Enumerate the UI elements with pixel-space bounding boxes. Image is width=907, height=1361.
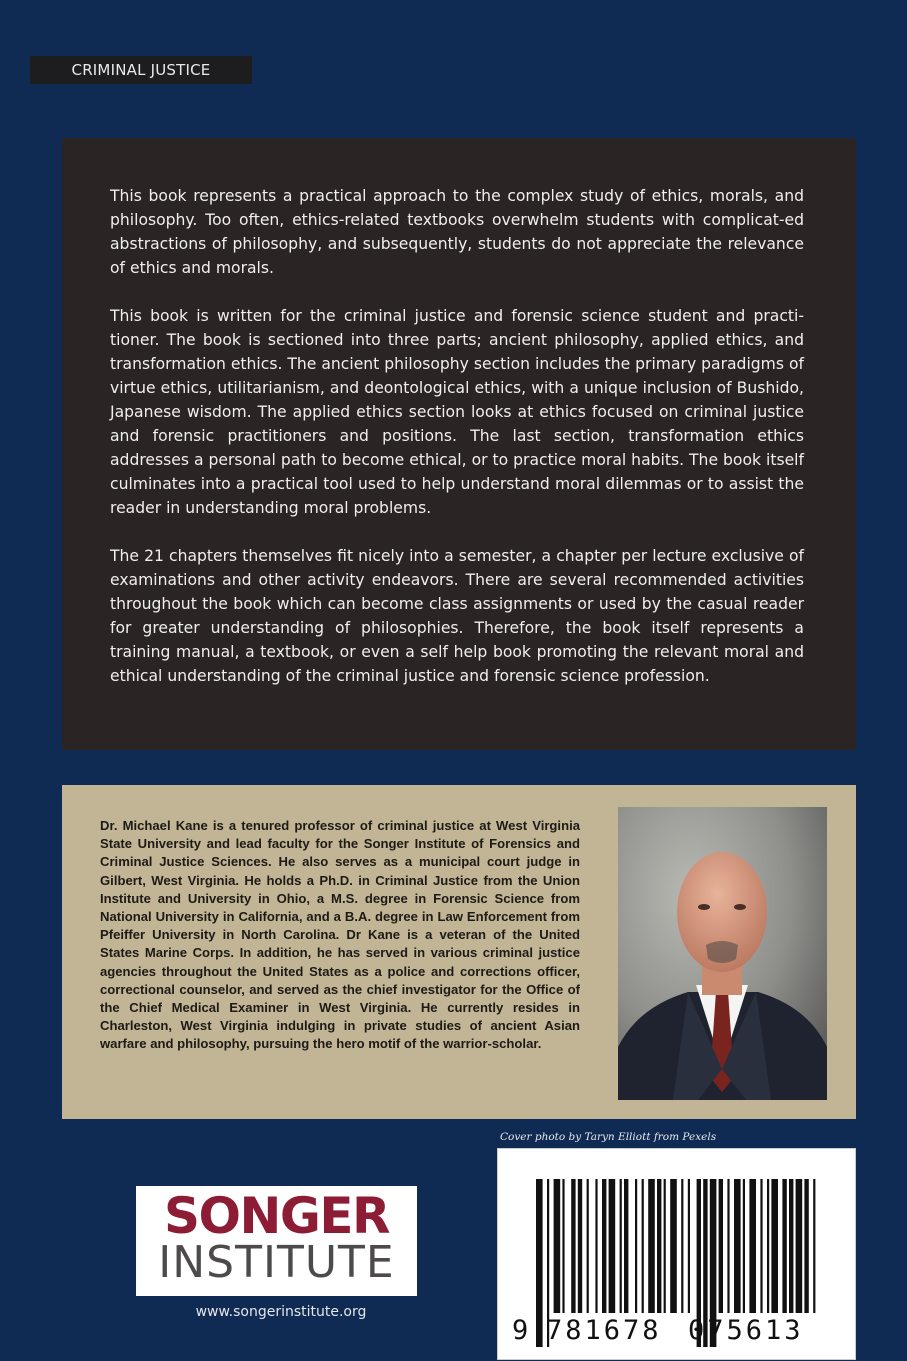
- barcode-bar: [719, 1179, 723, 1313]
- barcode-bar: [796, 1179, 803, 1313]
- book-description: [62, 138, 856, 750]
- barcode-bar: [789, 1179, 793, 1313]
- barcode-bar: [620, 1179, 622, 1313]
- barcode-bar: [771, 1179, 778, 1313]
- isbn-barcode: [497, 1148, 856, 1360]
- barcode-right-digits: 075613: [688, 1315, 804, 1346]
- barcode-bar: [624, 1179, 628, 1313]
- barcode-bar: [743, 1179, 745, 1313]
- barcode-bar: [734, 1179, 741, 1313]
- description-paragraph-2: This book is written for the criminal justice and forensic science student and practi-tioner. The book is sectioned into three parts; ancient philosophy, applied ethics, and transformation ethics. The ancient philosophy section includes the primary paradigms of virtue ethics, utilitarianism, and deontological ethics, with a unique inclusion of Bushido, Japanese wisdom. The applied ethics section looks at ethics focused on criminal justice and forensic practitioners and positions. The last section, transformation ethics addresses a personal path to become ethical, or to practice moral habits. The book itself culminates into a practical tool used to help understand moral dilemmas or to assist the reader in understanding moral problems.: [110, 307, 804, 517]
- barcode-bar: [664, 1179, 666, 1313]
- barcode-bar: [727, 1179, 729, 1313]
- barcode-bar: [681, 1179, 683, 1313]
- songer-institute-logo: [136, 1186, 417, 1296]
- barcode-bar: [804, 1179, 808, 1313]
- barcode-bar: [571, 1179, 575, 1313]
- photo-credit: Cover photo by Taryn Elliott from Pexels: [500, 1131, 717, 1143]
- logo-institute-text: INSTITUTE: [158, 1237, 395, 1288]
- logo-songer-text: SONGER: [163, 1187, 390, 1245]
- barcode-bar: [749, 1179, 756, 1313]
- barcode-bar: [562, 1179, 564, 1313]
- barcode-bar: [648, 1179, 655, 1313]
- author-photo: [618, 807, 827, 1100]
- barcode-bar: [554, 1179, 561, 1313]
- barcode-left-digits: 781678: [546, 1315, 662, 1346]
- barcode-bar: [767, 1179, 769, 1313]
- barcode-lead-digit: 9: [512, 1315, 532, 1346]
- barcode-bar: [642, 1179, 644, 1313]
- description-paragraph-1: This book represents a practical approach to the complex study of ethics, morals, and philosophy. Too often, ethics-related textbooks overwhelm students with complicat-ed abstractions of philosophy, and subsequently, students do not appreciate the relevance of ethics and morals.: [110, 187, 804, 277]
- barcode-bar: [657, 1179, 661, 1313]
- barcode-bar: [782, 1179, 786, 1313]
- website-url: www.songerinstitute.org: [195, 1304, 367, 1320]
- barcode-bar: [760, 1179, 762, 1313]
- barcode-bar: [602, 1179, 606, 1313]
- barcode-bar: [536, 1179, 543, 1347]
- barcode-bar: [609, 1179, 616, 1313]
- barcode-bar: [635, 1179, 637, 1313]
- barcode-bar: [578, 1179, 582, 1313]
- barcode-bar: [813, 1179, 815, 1313]
- author-bio-panel: [62, 785, 856, 1119]
- category-label: CRIMINAL JUSTICE: [30, 56, 252, 84]
- author-bio: Dr. Michael Kane is a tenured professor of criminal justice at West Virginia State University and lead faculty for the Songer Institute of Forensics and Criminal Justice Sciences. He also serves as a municipal court judge in Gilbert, West Virginia. He holds a Ph.D. in Criminal Justice from the Union Institute and University in Ohio, a M.S. degree in Forensic Science from National University in California, and a B.A. degree in Law Enforcement from Pfeiffer University in North Carolina. Dr Kane is a veteran of the United States Marine Corps. In addition, he has served in various criminal justice agencies throughout the United States as a police and corrections officer, correctional counselor, and served as the chief investigator for the Office of the Chief Medical Examiner in West Virginia. He currently resides in Charleston, West Virginia indulging in private studies of ancient Asian warfare and philosophy, pursuing the hero motif of the warrior-scholar.: [100, 818, 580, 1052]
- barcode-bar: [688, 1179, 690, 1313]
- barcode-bar: [587, 1179, 589, 1313]
- barcode-bar: [670, 1179, 677, 1313]
- description-paragraph-3: The 21 chapters themselves fit nicely into a semester, a chapter per lecture exclusive of examinations and other activity endeavors. There are several recommended activities throughout the book which can become class assignments or used by the casual reader for greater understanding of philosophies. Therefore, the book itself represents a training manual, a textbook, or even a self help book promoting the relevant moral and ethical understanding of the criminal justice and forensic science profession.: [110, 547, 804, 685]
- author-portrait: [618, 807, 827, 1100]
- barcode-bar: [595, 1179, 597, 1313]
